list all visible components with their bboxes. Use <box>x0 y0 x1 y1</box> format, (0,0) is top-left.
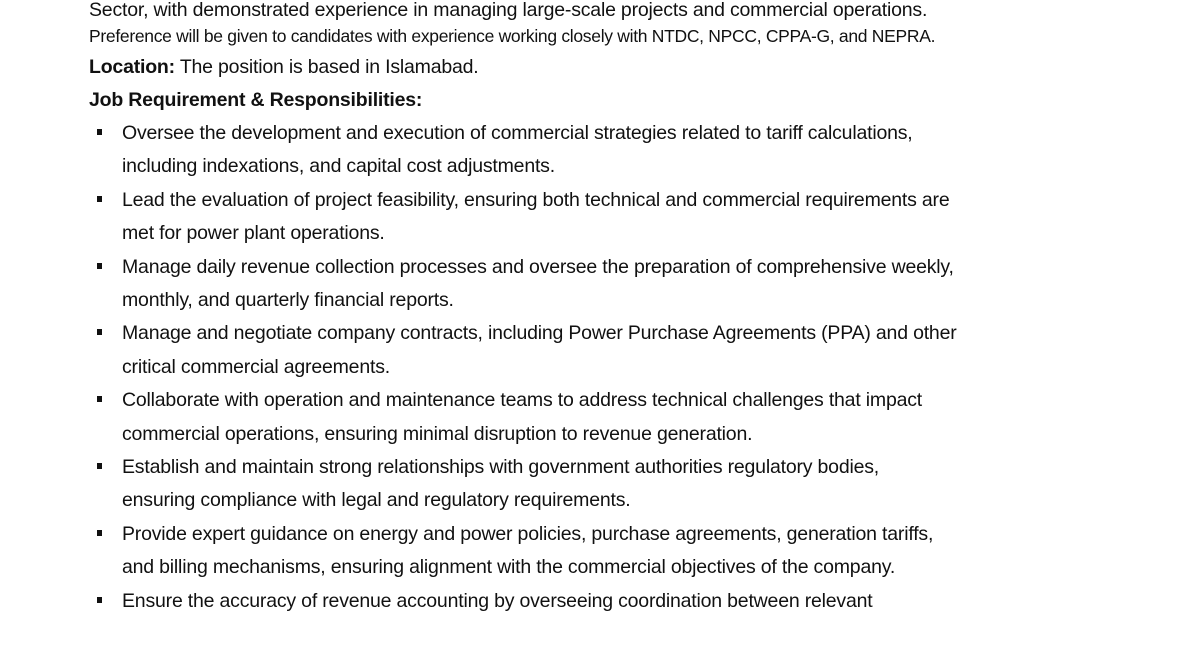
item-line: Lead the evaluation of project feasibility, ensuring both technical and commercial requirements are <box>122 188 950 211</box>
item-line: Manage and negotiate company contracts, including Power Purchase Agreements (PPA) and other <box>122 322 957 345</box>
bullet-icon <box>97 129 102 135</box>
item-line: monthly, and quarterly financial reports. <box>122 289 454 311</box>
location-label: Location: <box>89 56 175 78</box>
bullet-icon <box>97 329 102 335</box>
item-line: Oversee the development and execution of commercial strategies related to tariff calculations, <box>122 122 913 144</box>
bullet-icon <box>97 396 102 402</box>
intro-line-1: Sector, with demonstrated experience in managing large-scale projects and commercial operations. <box>89 0 928 21</box>
bullet-icon <box>97 530 102 536</box>
item-line: met for power plant operations. <box>122 222 385 245</box>
location-value: The position is based in Islamabad. <box>174 56 479 78</box>
item-line: ensuring compliance with legal and regulatory requirements. <box>122 489 631 512</box>
bullet-icon <box>97 196 102 202</box>
bullet-icon <box>97 463 102 469</box>
intro-preference: Preference will be given to candidates with experience working closely with NTDC, NPCC, CPPA-G, and NEPRA. <box>89 26 936 46</box>
item-line: Collaborate with operation and maintenance teams to address technical challenges that impact <box>122 389 923 412</box>
item-line: and billing mechanisms, ensuring alignment with the commercial objectives of the company. <box>122 556 896 579</box>
item-line: Manage daily revenue collection processes and oversee the preparation of comprehensive weekly, <box>122 255 954 278</box>
location-line <box>89 55 479 79</box>
bullet-icon <box>97 263 102 269</box>
item-line: commercial operations, ensuring minimal disruption to revenue generation. <box>122 422 753 445</box>
item-line: Ensure the accuracy of revenue accounting by overseeing coordination between relevant <box>122 589 873 612</box>
item-line: critical commercial agreements. <box>122 355 390 378</box>
item-line: Establish and maintain strong relationships with government authorities regulatory bodies, <box>122 455 880 478</box>
item-line: Provide expert guidance on energy and power policies, purchase agreements, generation tariffs, <box>122 522 934 545</box>
section-heading: Job Requirement & Responsibilities: <box>89 89 423 111</box>
item-line: including indexations, and capital cost adjustments. <box>122 155 555 178</box>
